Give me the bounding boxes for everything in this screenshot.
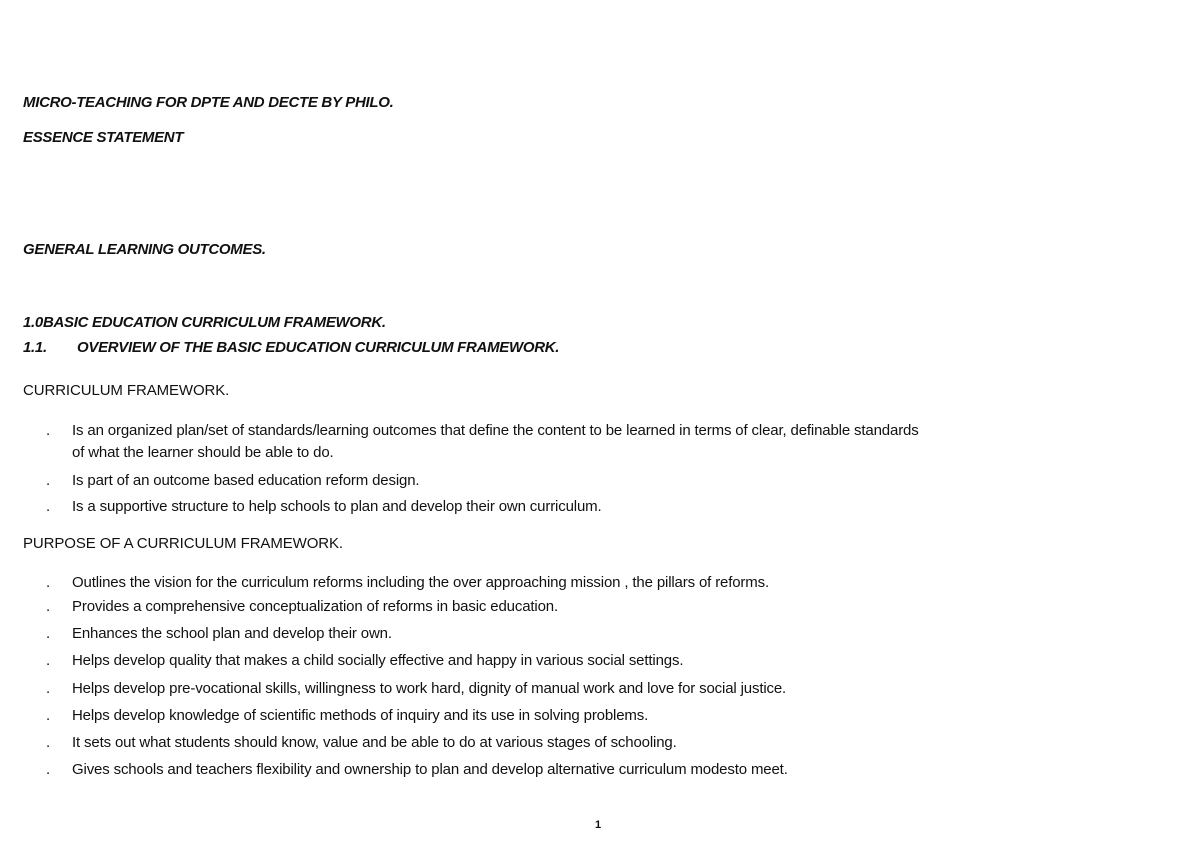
bullet-marker: . <box>46 422 51 439</box>
bullet-marker: . <box>46 498 51 515</box>
list-item: Outlines the vision for the curriculum reforms including the over approaching mission , the pillars of reforms. <box>72 574 769 591</box>
bullet-marker: . <box>46 680 51 697</box>
list-item: Helps develop pre-vocational skills, willingness to work hard, dignity of manual work and love for social justice. <box>72 680 787 697</box>
essence-statement-heading: ESSENCE STATEMENT <box>23 129 184 146</box>
list-item-continuation: of what the learner should be able to do. <box>72 444 334 461</box>
list-item: Helps develop quality that makes a child socially effective and happy in various social settings. <box>72 652 684 669</box>
list-item: Enhances the school plan and develop their own. <box>72 625 392 642</box>
list-item: Is part of an outcome based education reform design. <box>72 472 420 489</box>
bullet-marker: . <box>46 652 51 669</box>
bullet-marker: . <box>46 707 51 724</box>
list-item: Helps develop knowledge of scientific methods of inquiry and its use in solving problems. <box>72 707 649 724</box>
list-item: Gives schools and teachers flexibility and ownership to plan and develop alternative curriculum modesto meet. <box>72 761 788 778</box>
bullet-marker: . <box>46 472 51 489</box>
purpose-heading: PURPOSE OF A CURRICULUM FRAMEWORK. <box>23 535 343 552</box>
list-item: Provides a comprehensive conceptualization of reforms in basic education. <box>72 598 558 615</box>
general-learning-outcomes-heading: GENERAL LEARNING OUTCOMES. <box>23 241 266 258</box>
bullet-marker: . <box>46 761 51 778</box>
section-1-0-heading: 1.0BASIC EDUCATION CURRICULUM FRAMEWORK. <box>23 314 386 331</box>
section-1-1-heading: OVERVIEW OF THE BASIC EDUCATION CURRICULUM FRAMEWORK. <box>77 339 560 356</box>
bullet-marker: . <box>46 598 51 615</box>
bullet-marker: . <box>46 734 51 751</box>
list-item: It sets out what students should know, value and be able to do at various stages of schooling. <box>72 734 677 751</box>
section-1-1-number: 1.1. <box>23 339 47 356</box>
list-item: Is an organized plan/set of standards/learning outcomes that define the content to be learned in terms of clear, definable standards <box>72 422 919 439</box>
bullet-marker: . <box>46 574 51 591</box>
curriculum-framework-heading: CURRICULUM FRAMEWORK. <box>23 382 230 399</box>
list-item: Is a supportive structure to help schools to plan and develop their own curriculum. <box>72 498 602 515</box>
bullet-marker: . <box>46 625 51 642</box>
page-number: 1 <box>595 819 602 831</box>
document-title: MICRO-TEACHING FOR DPTE AND DECTE BY PHILO. <box>23 94 394 111</box>
